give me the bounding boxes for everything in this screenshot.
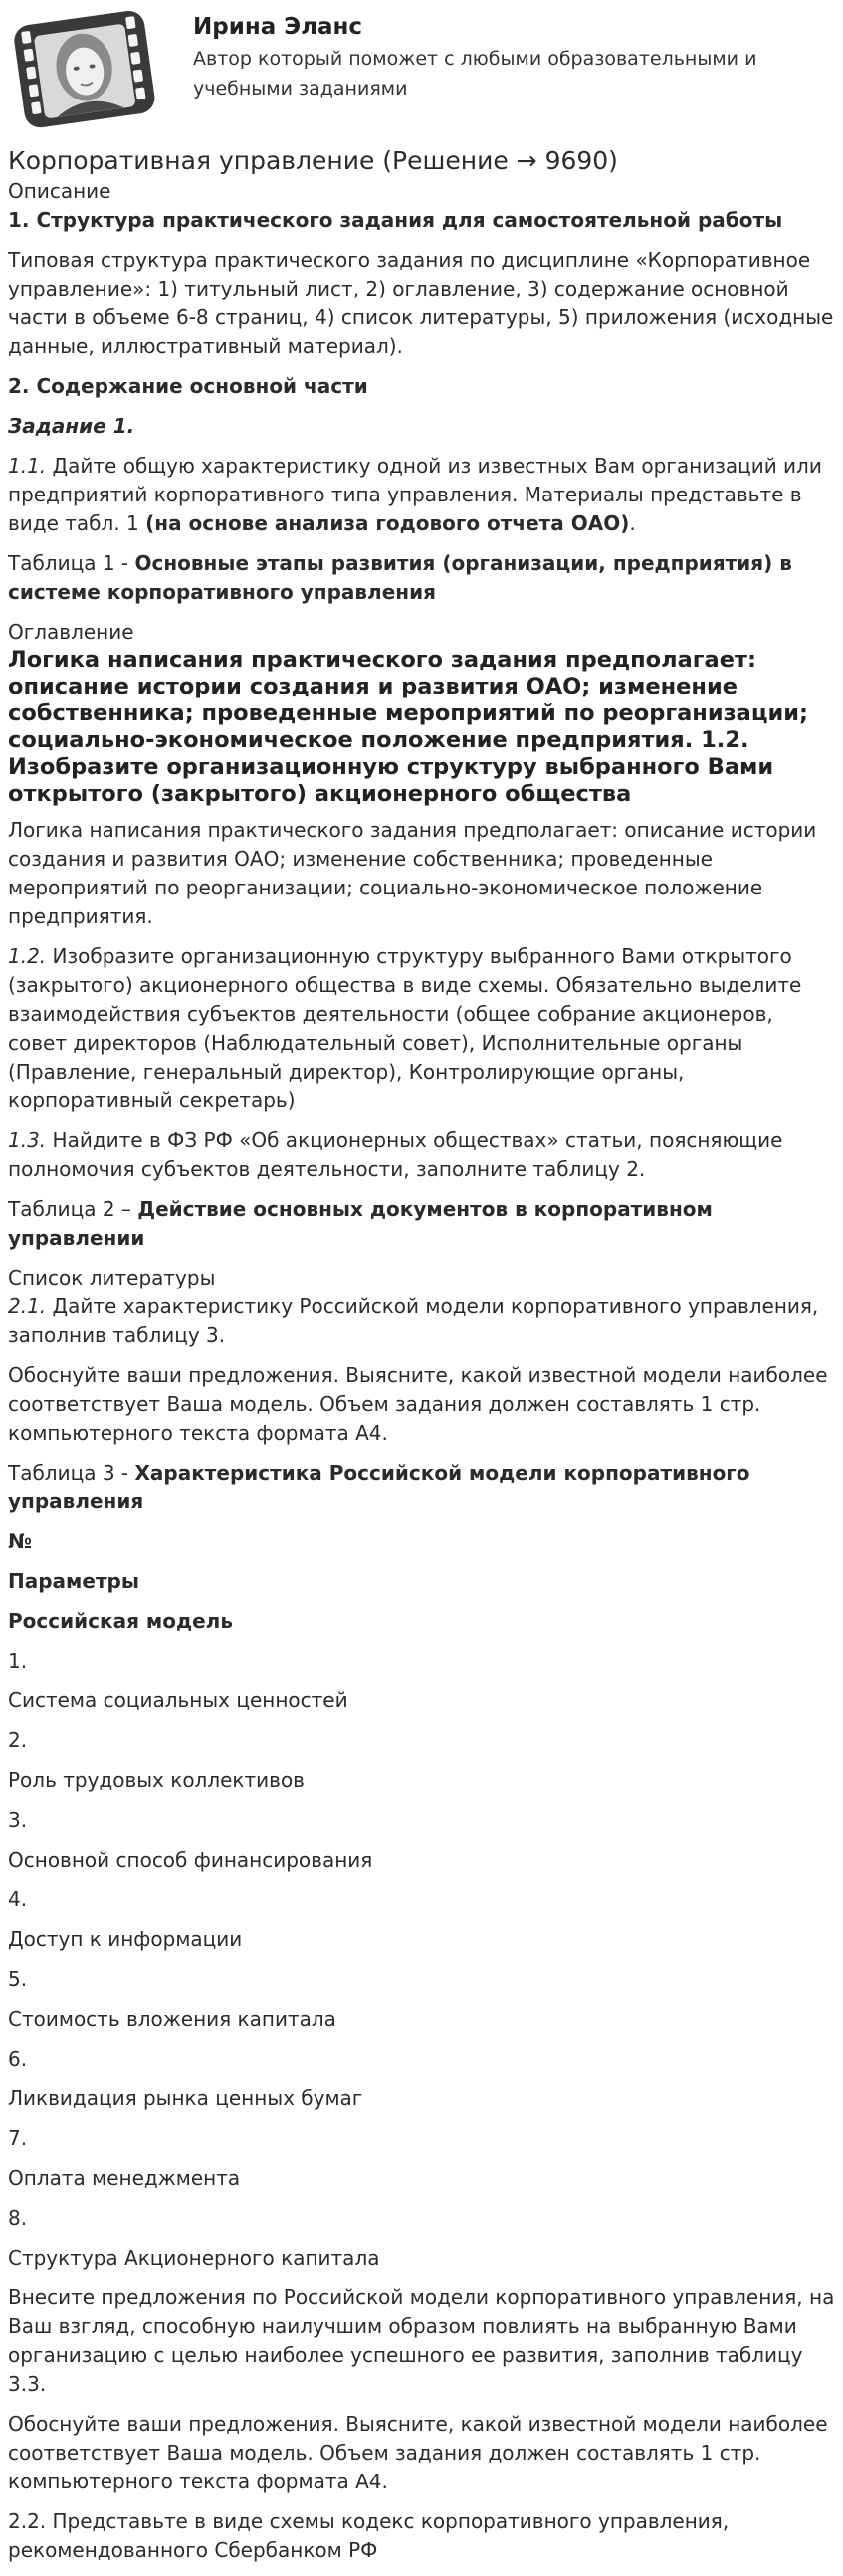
author-header	[8, 0, 835, 133]
table3-row-param: Роль трудовых коллективов	[8, 1768, 305, 1792]
section1-heading: 1. Структура практического задания для самостоятельной работы	[8, 208, 783, 232]
task2-1-number: 2.1.	[8, 1294, 47, 1318]
table3-row-number: 6.	[8, 2047, 28, 2071]
table3-header-params: Параметры	[8, 1569, 139, 1593]
table3-row-param: Ликвидация рынка ценных бумаг	[8, 2086, 363, 2110]
task1-1-number: 1.1.	[8, 454, 47, 478]
table3-row-param: Оплата менеджмента	[8, 2166, 241, 2190]
page-title: Корпоративная управление (Решение → 9690)	[8, 146, 618, 175]
task1-3-number: 1.3.	[8, 1128, 47, 1152]
table2-prefix: Таблица 2 –	[8, 1197, 138, 1221]
toc-label: Оглавление	[8, 620, 134, 644]
table3-prefix: Таблица 3 -	[8, 1461, 135, 1485]
table3-row-number: 3.	[8, 1808, 28, 1832]
literature-label: Список литературы	[8, 1266, 216, 1289]
proposals-text: Внесите предложения по Российской модели корпоративного управления, на Ваш взгляд, способную наилучшим образом повлиять на выбранную Вами организацию с целью наиболее успешного ее развития, заполнив таблицу 3.3.	[8, 2285, 835, 2396]
table2-title: Действие основных документов в корпоративном управлении	[8, 1197, 713, 1250]
task1-1-bold-note: (на основе анализа годового отчета ОАО)	[145, 511, 630, 535]
justify-text-2: Обоснуйте ваши предложения. Выясните, какой известной модели наиболее соответствует Ваша модель. Объем задания должен составлять 1 стр. компьютерного текста формата А4.	[8, 2412, 828, 2493]
task1-2-paragraph	[8, 942, 835, 1115]
table3-row-param: Структура Акционерного капитала	[8, 2246, 380, 2270]
task1-1-text: Дайте общую характеристику одной из известных Вам организаций или предприятий корпоративного типа управления. Материалы представьте в виде табл. 1	[8, 454, 822, 535]
logic-text: Логика написания практического задания предполагает: описание истории создания и развития ОАО; изменение собственника; проведенные мероприятий по реорганизации; социально-экономическое положение предприятия.	[8, 818, 817, 928]
table3-row-number: 1.	[8, 1649, 28, 1673]
section2-heading: 2. Содержание основной части	[8, 374, 368, 398]
task2-2-text: 2.2. Представьте в виде схемы кодекс корпоративного управления, рекомендованного Сбербанком РФ	[8, 2509, 730, 2562]
author-photo-icon	[11, 9, 166, 130]
table3-row-number: 2.	[8, 1728, 28, 1752]
task1-label: Задание 1.	[8, 414, 135, 438]
table3-row-number: 4.	[8, 1887, 28, 1911]
table2-caption	[8, 1195, 835, 1253]
table3-row-param: Система социальных ценностей	[8, 1688, 348, 1712]
table1-caption	[8, 549, 835, 607]
table3-row-number: 8.	[8, 2206, 28, 2230]
task1-1-paragraph	[8, 452, 835, 538]
task1-2-number: 1.2.	[8, 944, 47, 968]
task2-1-text: Дайте характеристику Российской модели корпоративного управления, заполнив таблицу 3.	[8, 1294, 819, 1347]
avatar[interactable]	[8, 8, 169, 131]
table3-header-number: №	[8, 1529, 33, 1553]
table3-row-number: 5.	[8, 1967, 28, 1991]
task1-3-text: Найдите в ФЗ РФ «Об акционерных обществах» статьи, поясняющие полномочия субъектов деятельности, заполните таблицу 2.	[8, 1128, 783, 1181]
table3-row-number: 7.	[8, 2126, 28, 2150]
table3-row-param: Основной способ финансирования	[8, 1848, 373, 1872]
section1-text: Типовая структура практического задания по дисциплине «Корпоративное управление»: 1) титульный лист, 2) оглавление, 3) содержание основной части в объеме 6-8 страниц, 4) список литературы, 5) приложения (исходные данные, иллюстративный материал).	[8, 248, 834, 358]
table1-title: Основные этапы развития (организации, предприятия) в системе корпоративного управления	[8, 551, 792, 604]
task2-1-paragraph	[8, 1292, 835, 1350]
table1-prefix: Таблица 1 -	[8, 551, 135, 575]
toc-bold-text: Логика написания практического задания предполагает: описание истории создания и развития ОАО; изменение собственника; проведенные мероприятий по реорганизации; социально-экономическое положение предприятия. 1.2. Изобразите организационную структуру выбранного Вами открытого (закрытого) акционерного общества	[8, 647, 809, 807]
table3-row-param: Доступ к информации	[8, 1927, 243, 1951]
table3-header-model: Российская модель	[8, 1609, 233, 1633]
task1-3-paragraph	[8, 1126, 835, 1184]
table3-caption	[8, 1459, 835, 1516]
author-info	[169, 8, 830, 103]
table3-row-param: Стоимость вложения капитала	[8, 2007, 336, 2031]
table3	[8, 1527, 835, 2273]
author-name[interactable]: Ирина Эланс	[193, 14, 363, 40]
task1-2-text: Изобразите организационную структуру выбранного Вами открытого (закрытого) акционерного общества в виде схемы. Обязательно выделите взаимодействия субъектов деятельности (общее собрание акционеров, совет директоров (Наблюдательный совет), Исполнительные органы (Правление, генеральный директор), Контролирующие органы, корпоративный секретарь)	[8, 944, 802, 1112]
author-description: Автор который поможет с любыми образовательными и учебными заданиями	[193, 48, 757, 99]
task1-1-end: .	[629, 511, 636, 535]
description-label: Описание	[8, 179, 111, 203]
justify-text-1: Обоснуйте ваши предложения. Выясните, какой известной модели наиболее соответствует Ваша модель. Объем задания должен составлять 1 стр. компьютерного текста формата А4.	[8, 1363, 828, 1445]
table3-title: Характеристика Российской модели корпоративного управления	[8, 1461, 750, 1513]
